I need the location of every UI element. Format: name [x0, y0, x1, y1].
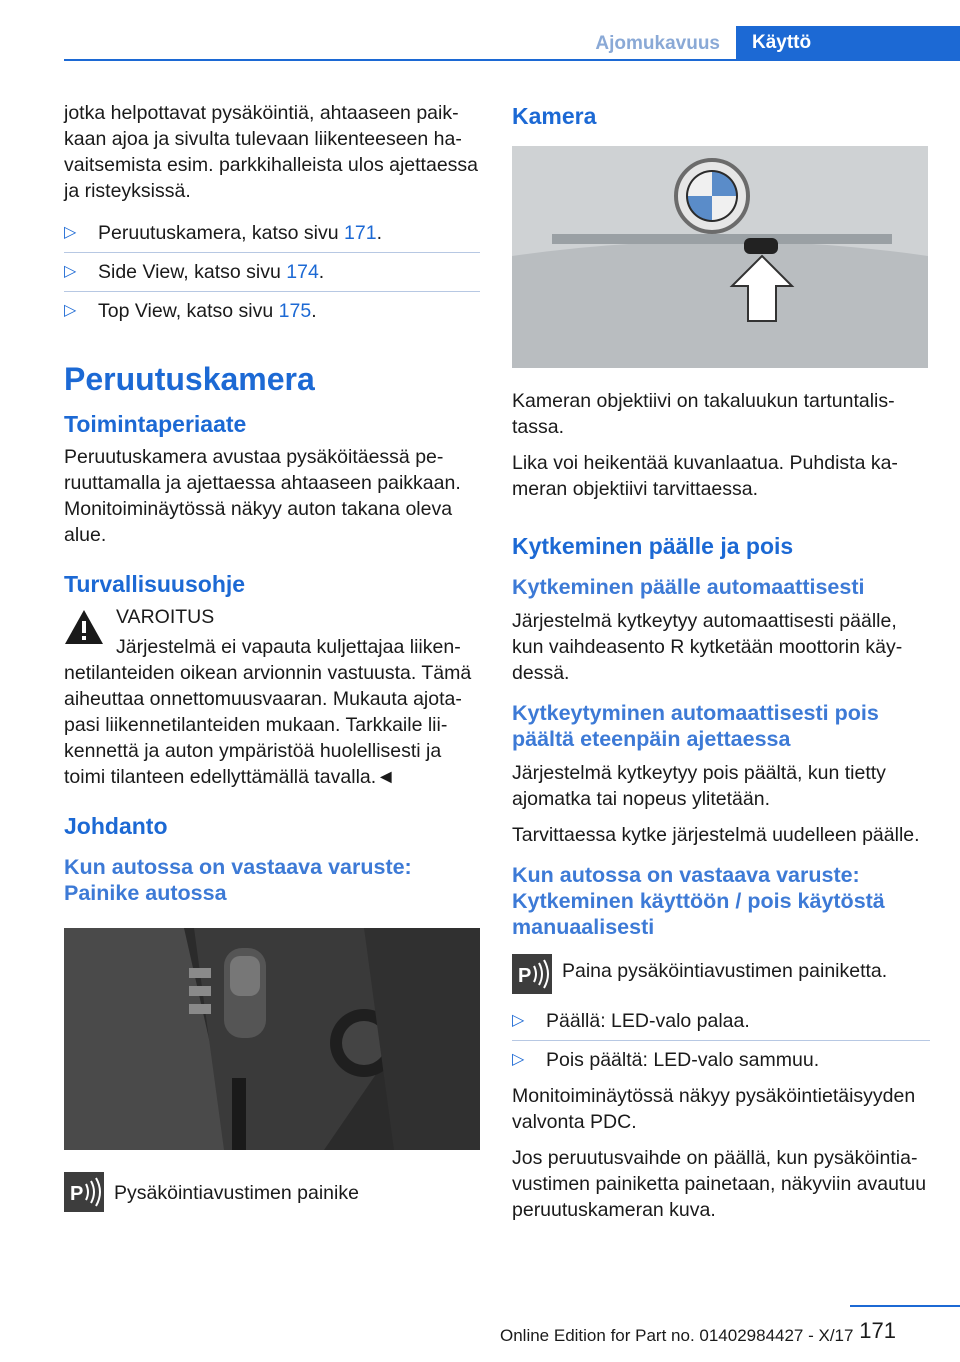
console-button-photo: [64, 928, 480, 1150]
page-link[interactable]: 174: [286, 261, 319, 283]
page-number: 171: [859, 1318, 896, 1343]
triangle-bullet-icon: ▷: [64, 224, 77, 241]
see-also-list: [64, 214, 480, 330]
section-heading-turvallisuusohje: Turvallisuusohje: [64, 571, 246, 597]
page-link[interactable]: 175: [278, 300, 312, 322]
manual-instruction: Paina pysäköintiavustimen painiketta.: [562, 960, 888, 982]
svg-text:P: P: [70, 1183, 84, 1205]
header-active-tab[interactable]: Käyttö: [736, 26, 960, 60]
button-caption-row: [64, 1172, 480, 1216]
pois-paragraph-1: Järjestelmä kytkeytyy pois päältä, kun tietty ajomatka tai nopeus ylitetään.: [512, 762, 886, 810]
chapter-title: Peruutuskamera: [64, 361, 315, 397]
list-item: ▷ Pois päältä: LED-valo sammuu.: [512, 1049, 820, 1071]
button-caption: Pysäköintiavustimen painike: [114, 1182, 359, 1204]
triangle-bullet-icon: ▷: [512, 1012, 525, 1029]
page-link[interactable]: 171: [344, 222, 377, 244]
intro-paragraph: jotka helpottavat pysäköintiä, ahtaaseen paikkaan ajoa ja sivulta tulevaan liikenteeseen havaitsemista esim. parkkihalleista ulos ajettaessa ja risteyksissä.: [64, 102, 479, 202]
led-status-list: [512, 1002, 930, 1079]
auto-paragraph: Järjestelmä kytkeytyy automaattisesti päälle, kun vaihdeasento R kytketään moottorin käydessä.: [512, 610, 903, 684]
kamera-paragraph-2: Lika voi heikentää kuvanlaatua. Puhdista kameran objektiivi tarvittaessa.: [512, 452, 898, 500]
manual-instruction-row: [512, 954, 930, 994]
list-item: ▷ Päällä: LED-valo palaa.: [512, 1002, 930, 1041]
header-rule: [64, 59, 960, 61]
parking-assist-button-icon: [64, 1172, 104, 1212]
triangle-bullet-icon: ▷: [64, 302, 77, 319]
pdc-paragraph: Monitoiminäytössä näkyy pysäköintietäisyyden valvonta PDC.: [512, 1085, 916, 1133]
list-item: ▷ Side View, katso sivu 174.: [64, 253, 480, 292]
final-paragraph: Jos peruutusvaihde on päällä, kun pysäköintiavustimen painiketta painetaan, näkyviin avautuu peruutuskameran kuva.: [512, 1147, 927, 1221]
warning-triangle-icon: [64, 608, 104, 646]
kamera-paragraph-1: Kameran objektiivi on takaluukun tartuntalistassa.: [512, 390, 895, 438]
section-heading-kytkeminen: Kytkeminen päälle ja pois: [512, 533, 794, 559]
triangle-bullet-icon: ▷: [512, 1051, 525, 1068]
section-heading-toimintaperiaate: Toimintaperiaate: [64, 411, 247, 437]
svg-text:P: P: [518, 965, 532, 987]
warning-title: VAROITUS: [116, 606, 215, 628]
warning-box: [64, 604, 480, 630]
footer-edition: Online Edition for Part no. 01402984427 - X/17: [500, 1326, 854, 1345]
left-column: [64, 100, 480, 1216]
warning-text: Järjestelmä ei vapauta kuljettajaa liikennetilanteiden oikean arvionnin vastuusta. Tämä aiheuttaa onnettomuusvaaran. Mukauta ajotapasi liikennetilanteiden mukaan. Tarkkaile liikennettä ja auton ympäristöä huolellisesti ja toimi tilanteen edellyttämällä tavalla.◄: [64, 636, 472, 788]
triangle-bullet-icon: ▷: [64, 263, 77, 280]
parking-assist-button-icon: [512, 954, 552, 994]
list-item: ▷ Top View, katso sivu 175.: [64, 300, 317, 322]
subheading-painike: Kun autossa on vastaava varuste: Painike autossa: [64, 855, 412, 905]
right-column: [512, 100, 930, 1233]
toiminta-paragraph: Peruutuskamera avustaa pysäköitäessä peruuttamalla ja ajettaessa ahtaaseen paikkaan. Monitoiminäytössä näkyy auton takana oleva alue.: [64, 446, 461, 546]
subheading-automaattisesti: Kytkeminen päälle automaattisesti: [512, 575, 865, 599]
section-heading-kamera: Kamera: [512, 103, 597, 129]
pois-paragraph-2: Tarvittaessa kytke järjestelmä uudelleen päälle.: [512, 824, 920, 846]
section-heading-johdanto: Johdanto: [64, 813, 168, 839]
header-section-label: Ajomukavuus: [595, 33, 720, 54]
subheading-manuaalisesti: Kun autossa on vastaava varuste: Kytkeminen käyttöön / pois käytöstä manuaalisesti: [512, 863, 885, 939]
footer-rule: [850, 1305, 960, 1307]
rear-camera-photo: [512, 146, 928, 368]
subheading-pois-paalta: Kytkeytyminen automaattisesti pois päältä eteenpäin ajettaessa: [512, 701, 879, 751]
list-item: ▷ Peruutuskamera, katso sivu 171.: [64, 214, 480, 253]
